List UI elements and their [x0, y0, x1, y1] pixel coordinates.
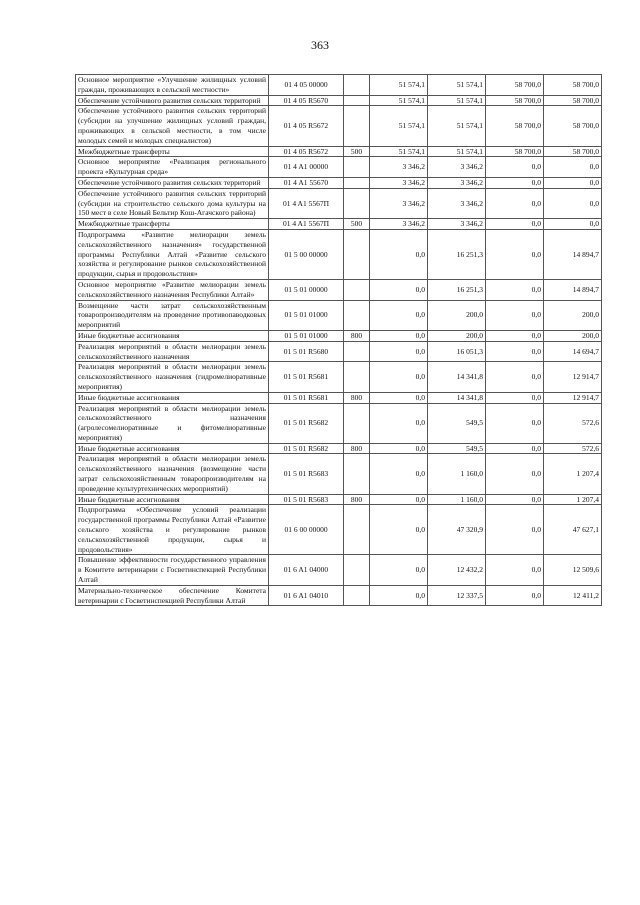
row-value-1: 51 574,1 — [370, 146, 428, 157]
row-expense-type: 500 — [344, 146, 370, 157]
row-value-2: 200,0 — [428, 300, 486, 330]
table-row — [76, 95, 602, 106]
row-name: Межбюджетные трансферты — [76, 146, 269, 157]
row-expense-type: 800 — [344, 330, 370, 341]
table-row — [76, 146, 602, 157]
row-value-4: 0,0 — [544, 219, 602, 230]
row-value-2: 51 574,1 — [428, 106, 486, 146]
row-value-2: 16 251,3 — [428, 279, 486, 300]
row-name: Обеспечение устойчивого развития сельских территорий (субсидии на строительство сельского дома культуры на 150 мест в селе Новый Бельтир Кош-Агачского района) — [76, 188, 269, 218]
row-name: Иные бюджетные ассигнования — [76, 443, 269, 454]
table-row — [76, 75, 602, 96]
row-value-3: 0,0 — [486, 219, 544, 230]
row-value-2: 16 051,3 — [428, 341, 486, 362]
row-value-3: 0,0 — [486, 454, 544, 494]
row-code: 01 5 01 01000 — [269, 300, 344, 330]
row-name: Материально-техническое обеспечение Комитета ветеринарии с Госветинспекцией Республики Алтай — [76, 585, 269, 606]
row-code: 01 4 A1 5567П — [269, 219, 344, 230]
row-value-1: 51 574,1 — [370, 95, 428, 106]
row-value-3: 0,0 — [486, 585, 544, 606]
row-name: Возмещение части затрат сельскохозяйственным товаропроизводителям на проведение противопаводковых мероприятий — [76, 300, 269, 330]
row-expense-type — [344, 505, 370, 555]
row-value-2: 1 160,0 — [428, 454, 486, 494]
row-expense-type — [344, 177, 370, 188]
row-expense-type — [344, 300, 370, 330]
row-name: Повышение эффективности государственного управления в Комитете ветеринарии с Госветинспекцией Республики Алтай — [76, 555, 269, 585]
row-value-2: 51 574,1 — [428, 75, 486, 96]
row-value-1: 3 346,2 — [370, 188, 428, 218]
row-code: 01 5 01 R5680 — [269, 341, 344, 362]
row-value-4: 58 700,0 — [544, 95, 602, 106]
row-value-4: 12 509,6 — [544, 555, 602, 585]
row-value-1: 3 346,2 — [370, 177, 428, 188]
row-value-3: 0,0 — [486, 403, 544, 443]
table-row — [76, 392, 602, 403]
row-value-1: 0,0 — [370, 300, 428, 330]
row-code: 01 5 01 R5683 — [269, 494, 344, 505]
row-code: 01 4 A1 55670 — [269, 177, 344, 188]
row-value-1: 0,0 — [370, 362, 428, 392]
row-code: 01 5 01 R5682 — [269, 443, 344, 454]
row-value-4: 200,0 — [544, 300, 602, 330]
row-value-3: 0,0 — [486, 443, 544, 454]
row-value-4: 12 411,2 — [544, 585, 602, 606]
row-expense-type — [344, 341, 370, 362]
table-row — [76, 188, 602, 218]
row-expense-type — [344, 279, 370, 300]
row-expense-type: 800 — [344, 392, 370, 403]
row-value-4: 58 700,0 — [544, 146, 602, 157]
row-code: 01 4 A1 00000 — [269, 157, 344, 178]
row-name: Иные бюджетные ассигнования — [76, 392, 269, 403]
row-value-1: 3 346,2 — [370, 157, 428, 178]
row-value-4: 14 694,7 — [544, 341, 602, 362]
row-expense-type: 800 — [344, 494, 370, 505]
row-value-1: 0,0 — [370, 330, 428, 341]
table-row — [76, 454, 602, 494]
row-expense-type — [344, 106, 370, 146]
row-value-2: 12 432,2 — [428, 555, 486, 585]
table-row — [76, 157, 602, 178]
row-name: Реализация мероприятий в области мелиорации земель сельскохозяйственного назначения (возмещение части затрат сельскохозяйственным товаропроизводителям на проведение культуртехнических мероприятий) — [76, 454, 269, 494]
row-value-3: 0,0 — [486, 362, 544, 392]
row-name: Реализация мероприятий в области мелиорации земель сельскохозяйственного назначения (агролесомелиоративные и фитомелиоративные мероприятия) — [76, 403, 269, 443]
row-value-4: 1 207,4 — [544, 454, 602, 494]
row-name: Межбюджетные трансферты — [76, 219, 269, 230]
row-value-2: 3 346,2 — [428, 219, 486, 230]
row-name: Обеспечение устойчивого развития сельских территорий (субсидии на улучшение жилищных условий граждан, проживающих в сельской местности, в том числе молодых семей и молодых специалистов) — [76, 106, 269, 146]
row-value-4: 0,0 — [544, 188, 602, 218]
row-value-3: 0,0 — [486, 188, 544, 218]
row-value-3: 0,0 — [486, 177, 544, 188]
row-code: 01 4 05 R5672 — [269, 146, 344, 157]
row-code: 01 6 A1 04010 — [269, 585, 344, 606]
row-value-4: 1 207,4 — [544, 494, 602, 505]
table-row — [76, 219, 602, 230]
row-name: Иные бюджетные ассигнования — [76, 330, 269, 341]
row-value-2: 16 251,3 — [428, 229, 486, 279]
row-value-4: 12 914,7 — [544, 392, 602, 403]
row-value-1: 51 574,1 — [370, 106, 428, 146]
table-row — [76, 585, 602, 606]
row-name: Основное мероприятие «Реализация регионального проекта «Культурная среда» — [76, 157, 269, 178]
row-expense-type — [344, 229, 370, 279]
row-value-1: 0,0 — [370, 555, 428, 585]
table-row — [76, 177, 602, 188]
row-value-1: 0,0 — [370, 443, 428, 454]
row-code: 01 6 A1 04000 — [269, 555, 344, 585]
row-value-1: 0,0 — [370, 403, 428, 443]
row-value-2: 14 341,8 — [428, 362, 486, 392]
row-value-2: 51 574,1 — [428, 95, 486, 106]
row-expense-type — [344, 454, 370, 494]
row-expense-type: 800 — [344, 443, 370, 454]
row-code: 01 4 05 R5672 — [269, 106, 344, 146]
row-value-2: 12 337,5 — [428, 585, 486, 606]
row-value-4: 572,6 — [544, 443, 602, 454]
row-value-1: 0,0 — [370, 392, 428, 403]
row-value-1: 0,0 — [370, 229, 428, 279]
row-value-3: 0,0 — [486, 157, 544, 178]
row-name: Обеспечение устойчивого развития сельских территорий — [76, 177, 269, 188]
row-code: 01 5 01 R5681 — [269, 392, 344, 403]
table-row — [76, 330, 602, 341]
row-value-2: 3 346,2 — [428, 177, 486, 188]
table-row — [76, 443, 602, 454]
row-name: Обеспечение устойчивого развития сельских территорий — [76, 95, 269, 106]
row-value-1: 51 574,1 — [370, 75, 428, 96]
row-expense-type — [344, 75, 370, 96]
row-value-1: 0,0 — [370, 494, 428, 505]
row-value-3: 58 700,0 — [486, 95, 544, 106]
row-code: 01 5 01 00000 — [269, 279, 344, 300]
row-value-2: 51 574,1 — [428, 146, 486, 157]
row-value-3: 58 700,0 — [486, 75, 544, 96]
row-expense-type — [344, 362, 370, 392]
row-expense-type — [344, 95, 370, 106]
row-value-2: 549,5 — [428, 443, 486, 454]
row-code: 01 5 01 01000 — [269, 330, 344, 341]
row-code: 01 5 00 00000 — [269, 229, 344, 279]
table-row — [76, 106, 602, 146]
table-row — [76, 494, 602, 505]
row-value-4: 572,6 — [544, 403, 602, 443]
row-value-3: 0,0 — [486, 330, 544, 341]
table-row — [76, 505, 602, 555]
row-expense-type: 500 — [344, 219, 370, 230]
row-expense-type — [344, 403, 370, 443]
row-value-1: 0,0 — [370, 279, 428, 300]
row-value-3: 0,0 — [486, 392, 544, 403]
row-code: 01 6 00 00000 — [269, 505, 344, 555]
table-row — [76, 341, 602, 362]
row-value-3: 0,0 — [486, 279, 544, 300]
row-code: 01 5 01 R5682 — [269, 403, 344, 443]
page-number: 363 — [311, 38, 329, 52]
row-value-4: 200,0 — [544, 330, 602, 341]
row-value-4: 58 700,0 — [544, 75, 602, 96]
row-expense-type — [344, 555, 370, 585]
table-row — [76, 362, 602, 392]
row-value-1: 0,0 — [370, 454, 428, 494]
row-value-1: 3 346,2 — [370, 219, 428, 230]
row-value-2: 549,5 — [428, 403, 486, 443]
row-value-1: 0,0 — [370, 585, 428, 606]
row-expense-type — [344, 585, 370, 606]
row-code: 01 4 05 R5670 — [269, 95, 344, 106]
row-value-4: 12 914,7 — [544, 362, 602, 392]
row-value-4: 0,0 — [544, 177, 602, 188]
row-value-4: 14 894,7 — [544, 229, 602, 279]
row-name: Основное мероприятие «Развитие мелиорации земель сельскохозяйственного назначения Республики Алтай» — [76, 279, 269, 300]
row-value-2: 1 160,0 — [428, 494, 486, 505]
row-expense-type — [344, 157, 370, 178]
row-name: Реализация мероприятий в области мелиорации земель сельскохозяйственного назначения (гидромелиоративные мероприятия) — [76, 362, 269, 392]
row-value-1: 0,0 — [370, 341, 428, 362]
row-code: 01 4 05 00000 — [269, 75, 344, 96]
table-row — [76, 403, 602, 443]
row-value-4: 47 627,1 — [544, 505, 602, 555]
row-value-3: 0,0 — [486, 494, 544, 505]
table-row — [76, 555, 602, 585]
row-value-4: 14 894,7 — [544, 279, 602, 300]
row-expense-type — [344, 188, 370, 218]
row-value-2: 200,0 — [428, 330, 486, 341]
row-name: Реализация мероприятий в области мелиорации земель сельскохозяйственного назначения — [76, 341, 269, 362]
row-name: Иные бюджетные ассигнования — [76, 494, 269, 505]
row-value-4: 58 700,0 — [544, 106, 602, 146]
row-value-3: 0,0 — [486, 229, 544, 279]
row-value-3: 0,0 — [486, 341, 544, 362]
row-value-4: 0,0 — [544, 157, 602, 178]
row-value-3: 0,0 — [486, 555, 544, 585]
row-value-2: 47 320,9 — [428, 505, 486, 555]
row-value-2: 3 346,2 — [428, 188, 486, 218]
table-row — [76, 279, 602, 300]
row-code: 01 5 01 R5681 — [269, 362, 344, 392]
table-row — [76, 300, 602, 330]
row-code: 01 4 A1 5567П — [269, 188, 344, 218]
row-value-1: 0,0 — [370, 505, 428, 555]
row-code: 01 5 01 R5683 — [269, 454, 344, 494]
row-value-3: 58 700,0 — [486, 106, 544, 146]
row-value-2: 3 346,2 — [428, 157, 486, 178]
row-value-3: 58 700,0 — [486, 146, 544, 157]
table-row — [76, 229, 602, 279]
budget-table — [75, 74, 602, 606]
row-name: Подпрограмма «Обеспечение условий реализации государственной программы Республики Алтай «Развитие сельского хозяйства и регулирование рынков сельскохозяйственной продукции, сырья и продовольствия» — [76, 505, 269, 555]
row-name: Основное мероприятие «Улучшение жилищных условий граждан, проживающих в сельской местности» — [76, 75, 269, 96]
row-value-2: 14 341,8 — [428, 392, 486, 403]
row-name: Подпрограмма «Развитие мелиорации земель сельскохозяйственного назначения» государственной программы Республики Алтай «Развитие сельского хозяйства и регулирование рынков сельскохозяйственной продукции, сырья и продовольствия» — [76, 229, 269, 279]
row-value-3: 0,0 — [486, 300, 544, 330]
row-value-3: 0,0 — [486, 505, 544, 555]
